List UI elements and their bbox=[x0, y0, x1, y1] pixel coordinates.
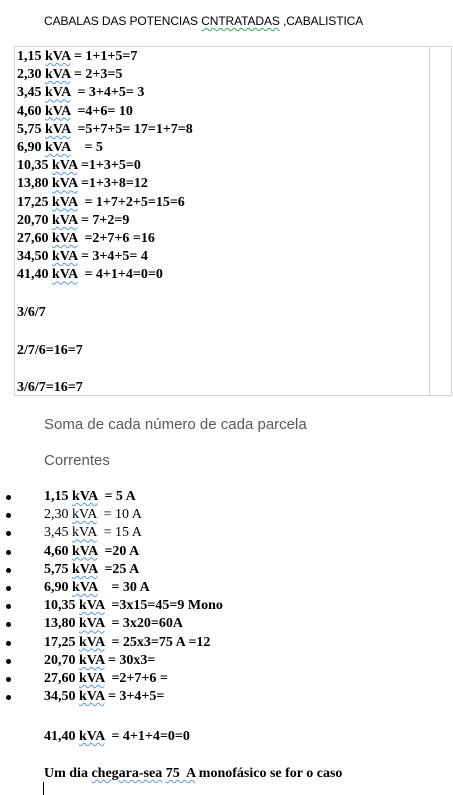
kva-unit: kVA bbox=[45, 67, 71, 83]
list-item-text bbox=[44, 561, 139, 579]
kva-current: = 3+4+5= bbox=[104, 689, 165, 705]
kva-unit: kVA bbox=[45, 85, 71, 101]
kva-unit: kVA bbox=[72, 543, 98, 559]
list-item bbox=[0, 561, 453, 579]
table-extra-line: 3/6/7=16=7 bbox=[17, 380, 83, 395]
list-item-text bbox=[44, 688, 164, 706]
soma-heading: Soma de cada número de cada parcela bbox=[44, 416, 307, 433]
bullet-dot bbox=[6, 677, 11, 682]
document-title bbox=[44, 14, 363, 28]
table-extra-line: 3/6/7 bbox=[17, 305, 46, 320]
kva-sum: = 7+2=9 bbox=[77, 212, 130, 228]
kva-value: 27,60 bbox=[17, 231, 49, 246]
kva-unit: kVA bbox=[79, 598, 105, 614]
table-line bbox=[17, 84, 144, 102]
title-misspelled-word: CNTRATADAS bbox=[201, 14, 280, 28]
kva-value: 4,60 bbox=[17, 103, 42, 119]
list-item bbox=[0, 670, 453, 688]
kva-sum: = 3+4+5= 3 bbox=[70, 85, 145, 101]
table-line bbox=[17, 48, 137, 66]
list-item-text bbox=[44, 652, 155, 670]
kva-value: 2,30 bbox=[44, 507, 69, 523]
kva-current: =2+7+6 = bbox=[104, 671, 168, 686]
table-column-divider bbox=[429, 47, 430, 395]
kva-value: 1,15 bbox=[44, 489, 69, 504]
correntes-heading: Correntes bbox=[44, 452, 110, 469]
list-item-text bbox=[44, 579, 150, 597]
kva-current: = 25x3=75 A =12 bbox=[104, 634, 211, 650]
kva-unit: kVA bbox=[72, 507, 97, 523]
bullet-dot bbox=[6, 604, 11, 609]
list-item-text bbox=[44, 634, 210, 652]
kva-sum: =1+3+5=0 bbox=[77, 158, 141, 174]
sentence-part-1: Um dia bbox=[44, 766, 92, 781]
list-item bbox=[0, 579, 453, 597]
table-line bbox=[17, 248, 148, 266]
kva-value: 41,40 bbox=[17, 267, 49, 283]
kva-sum: = 3+4+5= 4 bbox=[77, 249, 148, 265]
kva-unit: kVA bbox=[52, 176, 78, 192]
bullet-dot bbox=[6, 695, 11, 700]
kva-current: =3x15=45=9 Mono bbox=[104, 598, 223, 614]
bullet-dot bbox=[6, 622, 11, 627]
sentence-part-3: monofásico se for o caso bbox=[195, 766, 343, 781]
kva-sum: = 1+7+2+5=15=6 bbox=[77, 194, 185, 210]
kva-unit: kVA bbox=[52, 249, 78, 265]
list-item-text bbox=[44, 615, 183, 633]
kva-unit: kVA bbox=[72, 580, 98, 595]
last-sentence bbox=[44, 766, 342, 782]
kva-unit: kVA bbox=[45, 103, 71, 119]
table-line bbox=[17, 212, 129, 230]
bullet-dot bbox=[6, 550, 11, 555]
kva-unit: kVA bbox=[52, 267, 78, 283]
final-kva-line bbox=[44, 729, 190, 745]
table-line bbox=[17, 66, 122, 84]
text-cursor bbox=[43, 782, 44, 795]
kva-unit: kVA bbox=[52, 158, 78, 174]
list-item-text bbox=[44, 597, 223, 615]
bullet-dot bbox=[6, 568, 11, 573]
kva-value: 5,75 bbox=[44, 561, 69, 577]
bullet-dot bbox=[6, 659, 11, 664]
kva-value: 20,70 bbox=[44, 652, 76, 668]
kva-value: 5,75 bbox=[17, 121, 42, 137]
list-item bbox=[0, 652, 453, 670]
kva-unit: kVA bbox=[72, 489, 98, 504]
kva-sum: = 1+1+5=7 bbox=[70, 49, 138, 64]
kva-value: 6,90 bbox=[17, 140, 42, 155]
kva-value: 3,45 bbox=[44, 525, 69, 541]
kva-value: 6,90 bbox=[44, 580, 69, 595]
list-item bbox=[0, 524, 453, 542]
sentence-word-2: 75 A bbox=[165, 766, 196, 781]
bullet-dot bbox=[6, 586, 11, 591]
list-item bbox=[0, 688, 453, 706]
table-line bbox=[17, 103, 133, 121]
kva-unit: kVA bbox=[79, 671, 105, 686]
kva-unit: kVA bbox=[52, 194, 78, 210]
kva-unit: kVA bbox=[72, 561, 98, 577]
kva-current: = 3x20=60A bbox=[104, 616, 184, 632]
list-item bbox=[0, 506, 453, 524]
kva-unit: kVA bbox=[79, 634, 105, 650]
kva-value: 2,30 bbox=[17, 67, 42, 83]
final-kva-unit: kVA bbox=[79, 729, 105, 744]
list-item-text bbox=[44, 524, 142, 542]
kva-value: 1,15 bbox=[17, 49, 42, 64]
bullet-dot bbox=[6, 531, 11, 536]
list-item-text bbox=[44, 670, 168, 688]
kva-current: = 5 A bbox=[97, 489, 136, 504]
kva-sum: =1+3+8=12 bbox=[77, 176, 148, 192]
kva-unit: kVA bbox=[79, 652, 105, 668]
kva-unit: kVA bbox=[45, 140, 71, 155]
table-line bbox=[17, 157, 141, 175]
table-line bbox=[17, 230, 155, 248]
sentence-word-1: chegara-sea bbox=[91, 766, 163, 781]
kva-value: 13,80 bbox=[17, 176, 49, 192]
kva-value: 34,50 bbox=[44, 689, 76, 705]
kva-value: 4,60 bbox=[44, 543, 69, 559]
kva-current: = 10 A bbox=[96, 507, 142, 523]
table-line bbox=[17, 194, 185, 212]
kva-value: 13,80 bbox=[44, 616, 76, 632]
kva-value: 34,50 bbox=[17, 249, 49, 265]
list-item-text bbox=[44, 506, 142, 524]
table-line bbox=[17, 139, 103, 157]
kva-value: 10,35 bbox=[17, 158, 49, 174]
kva-sum: =2+7+6 =16 bbox=[77, 231, 155, 246]
kva-unit: kVA bbox=[79, 689, 105, 705]
kva-sum: =5+7+5= 17=1+7=8 bbox=[70, 121, 193, 137]
kva-current: =20 A bbox=[97, 543, 140, 559]
kva-sum: = 5 bbox=[70, 140, 103, 155]
list-item-text bbox=[44, 543, 139, 561]
title-text-start: CABALAS DAS POTENCIAS bbox=[44, 14, 202, 28]
kva-current: =25 A bbox=[97, 561, 140, 577]
kva-current: = 30x3= bbox=[104, 652, 156, 668]
kva-unit: kVA bbox=[72, 525, 97, 541]
list-item bbox=[0, 543, 453, 561]
final-kva-rest: = 4+1+4=0=0 bbox=[104, 729, 190, 744]
list-item bbox=[0, 488, 453, 506]
kva-value: 20,70 bbox=[17, 212, 49, 228]
kva-sum: = 4+1+4=0=0 bbox=[77, 267, 163, 283]
kva-unit: kVA bbox=[52, 212, 78, 228]
table-line bbox=[17, 121, 193, 139]
kva-current: = 15 A bbox=[96, 525, 142, 541]
kva-sum: =4+6= 10 bbox=[70, 103, 133, 119]
bullet-dot bbox=[6, 495, 11, 500]
title-text-end: ,CABALISTICA bbox=[279, 14, 364, 28]
list-item bbox=[0, 634, 453, 652]
kva-unit: kVA bbox=[52, 231, 78, 246]
kva-unit: kVA bbox=[45, 121, 71, 137]
kva-unit: kVA bbox=[45, 49, 71, 64]
kva-value: 10,35 bbox=[44, 598, 76, 614]
list-item bbox=[0, 597, 453, 615]
list-item bbox=[0, 615, 453, 633]
kva-value: 27,60 bbox=[44, 671, 76, 686]
kva-value: 3,45 bbox=[17, 85, 42, 101]
bullet-dot bbox=[6, 513, 11, 518]
bullet-dot bbox=[6, 641, 11, 646]
list-item-text bbox=[44, 488, 136, 506]
table-line bbox=[17, 175, 148, 193]
final-kva-value: 41,40 bbox=[44, 729, 76, 744]
kva-sum: = 2+3=5 bbox=[70, 67, 123, 83]
table-extra-line: 2/7/6=16=7 bbox=[17, 343, 83, 358]
kva-current: = 30 A bbox=[97, 580, 150, 595]
kva-value: 17,25 bbox=[17, 194, 49, 210]
table-line bbox=[17, 266, 163, 284]
kva-value: 17,25 bbox=[44, 634, 76, 650]
kva-unit: kVA bbox=[79, 616, 105, 632]
